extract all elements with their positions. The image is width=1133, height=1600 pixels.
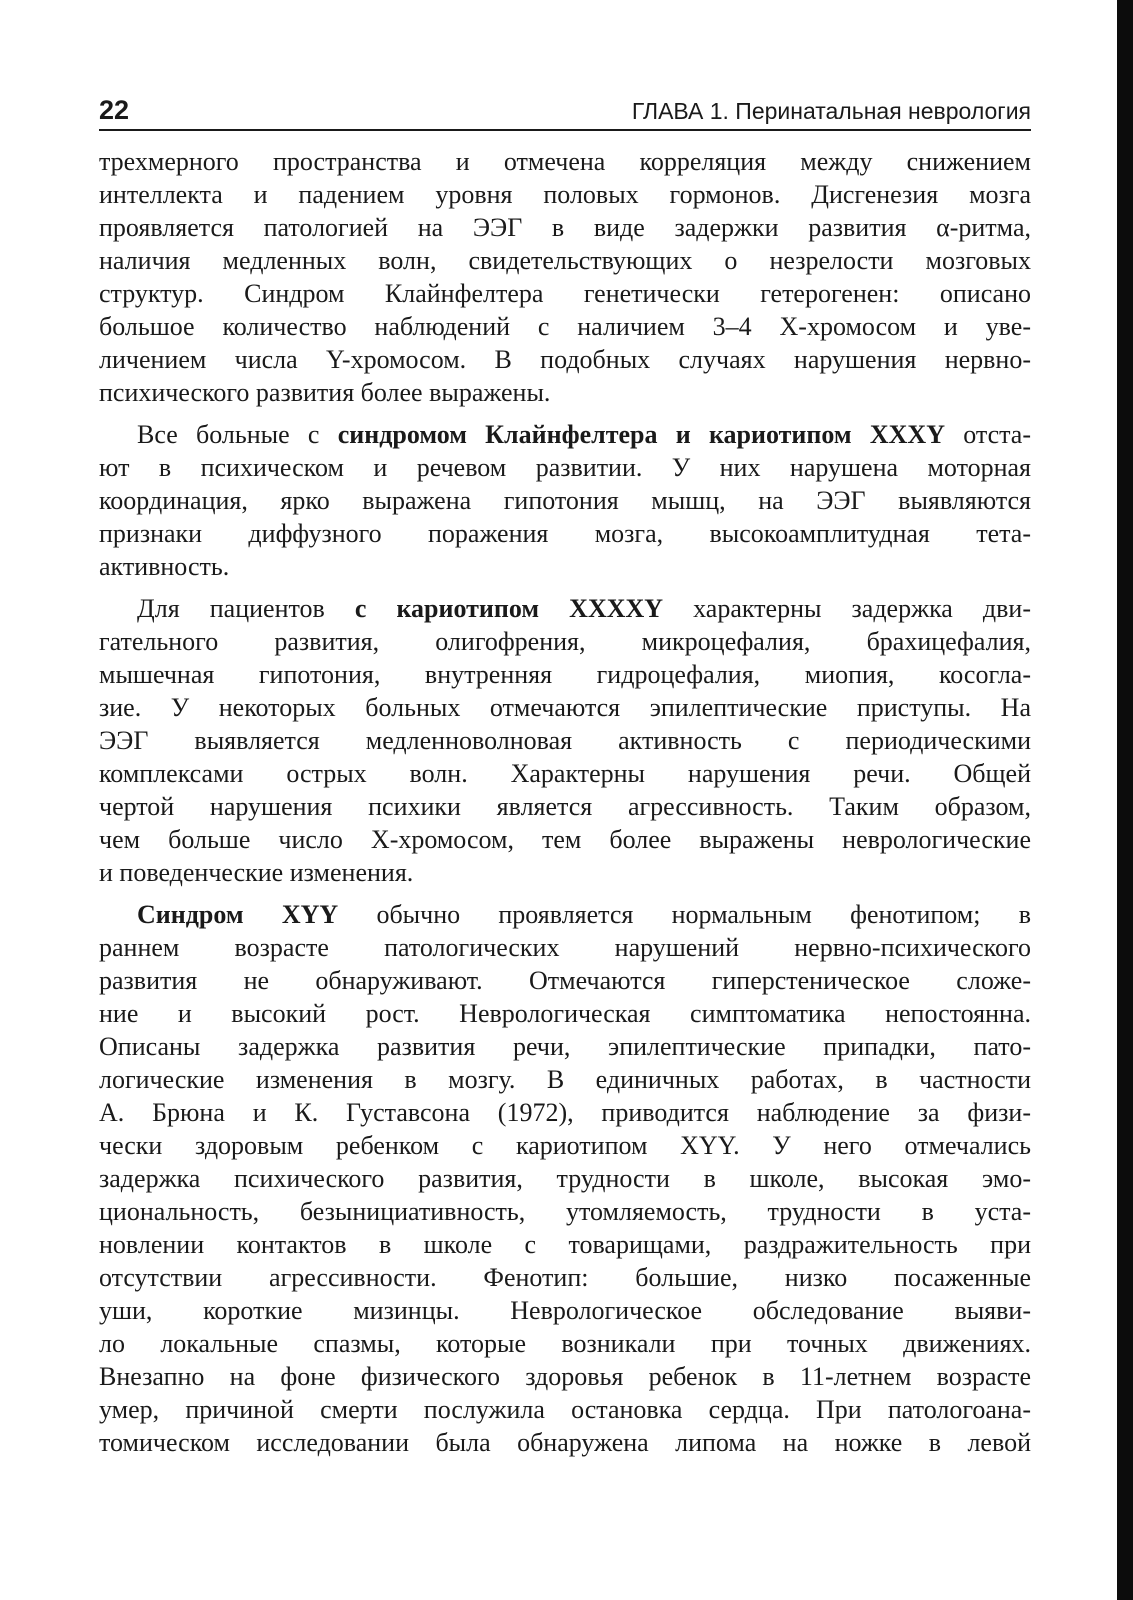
text-line: зие. У некоторых больных отмечаются эпилептические приступы. На (99, 693, 1031, 722)
body-text (99, 145, 1031, 1459)
text-line: новлении контактов в школе с товарищами, раздражительность при (99, 1230, 1031, 1259)
text-line: Описаны задержка развития речи, эпилептические припадки, пато- (99, 1032, 1031, 1061)
chapter-title: ГЛАВА 1. Перинатальная неврология (631, 98, 1031, 124)
bold-term: Синдром XYY (137, 900, 339, 929)
text-line: комплексами острых волн. Характерны нарушения речи. Общей (99, 759, 1031, 788)
text-line: признаки диффузного поражения мозга, высокоамплитудная тета- (99, 519, 1031, 548)
text-line: психического развития более выражены. (99, 378, 551, 407)
text-line: координация, ярко выражена гипотония мышц, на ЭЭГ выявляются (99, 486, 1031, 515)
text-line: Внезапно на фоне физического здоровья ребенок в 11-летнем возрасте (99, 1362, 1031, 1391)
text-span: отста- (944, 420, 1032, 449)
text-span: Все больные с (137, 420, 338, 449)
text-line: ют в психическом и речевом развитии. У них нарушена моторная (99, 453, 1031, 482)
text-line (99, 592, 1031, 625)
text-line: раннем возрасте патологических нарушений нервно-психического (99, 933, 1031, 962)
text-line: чертой нарушения психики является агрессивность. Таким образом, (99, 792, 1031, 821)
text-line: ние и высокий рост. Неврологическая симптоматика непостоянна. (99, 999, 1031, 1028)
paragraph-4 (99, 898, 1031, 1459)
paragraph-1 (99, 145, 1031, 409)
text-line: А. Брюна и К. Густавсона (1972), приводится наблюдение за физи- (99, 1098, 1031, 1127)
text-line: чем больше число X-хромосом, тем более выражены неврологические (99, 825, 1031, 854)
text-span: характерны задержка дви- (663, 594, 1031, 623)
text-line: ло локальные спазмы, которые возникали при точных движениях. (99, 1329, 1031, 1358)
text-line: мышечная гипотония, внутренняя гидроцефалия, миопия, косогла- (99, 660, 1031, 689)
text-line: личением числа Y-хромосом. В подобных случаях нарушения нервно- (99, 345, 1031, 374)
text-line: и поведенческие изменения. (99, 858, 414, 887)
paragraph-3 (99, 592, 1031, 889)
text-span: обычно проявляется нормальным фенотипом; в (338, 900, 1031, 929)
text-line: уши, короткие мизинцы. Неврологическое обследование выяви- (99, 1296, 1031, 1325)
text-line: структур. Синдром Клайнфелтера генетически гетерогенен: описано (99, 279, 1031, 308)
text-line: задержка психического развития, трудности в школе, высокая эмо- (99, 1164, 1031, 1193)
bold-term: с кариотипом XXXXY (354, 594, 664, 623)
text-line: ЭЭГ выявляется медленноволновая активность с периодическими (99, 726, 1031, 755)
text-line: циональность, безынициативность, утомляемость, трудности в уста- (99, 1197, 1031, 1226)
text-line: трехмерного пространства и отмечена корреляция между снижением (99, 147, 1031, 176)
text-line: интеллекта и падением уровня половых гормонов. Дисгенезия мозга (99, 180, 1031, 209)
text-line: развития не обнаруживают. Отмечаются гиперстеническое сложе- (99, 966, 1031, 995)
text-line: отсутствии агрессивности. Фенотип: большие, низко посаженные (99, 1263, 1031, 1292)
bold-term: синдромом Клайнфелтера и кариотипом XXXY (337, 420, 945, 449)
text-line (99, 418, 1031, 451)
text-line: логические изменения в мозгу. В единичных работах, в частности (99, 1065, 1031, 1094)
running-header (99, 95, 1031, 131)
paragraph-2 (99, 418, 1031, 583)
text-line: томическом исследовании была обнаружена липома на ножке в левой (99, 1428, 1031, 1457)
text-line: чески здоровым ребенком с кариотипом XYY. У него отмечались (99, 1131, 1031, 1160)
text-line: наличия медленных волн, свидетельствующих о незрелости мозговых (99, 246, 1031, 275)
text-line: проявляется патологией на ЭЭГ в виде задержки развития α-ритма, (99, 213, 1031, 242)
page-edge-shadow (1117, 0, 1133, 1600)
text-line (99, 898, 1031, 931)
text-line: умер, причиной смерти послужила остановка сердца. При патологоана- (99, 1395, 1031, 1424)
text-line: большое количество наблюдений с наличием 3–4 X-хромосом и уве- (99, 312, 1031, 341)
page-number: 22 (99, 95, 130, 125)
text-span: Для пациентов (137, 594, 355, 623)
text-line: гательного развития, олигофрения, микроцефалия, брахицефалия, (99, 627, 1031, 656)
text-line: активность. (99, 552, 230, 581)
